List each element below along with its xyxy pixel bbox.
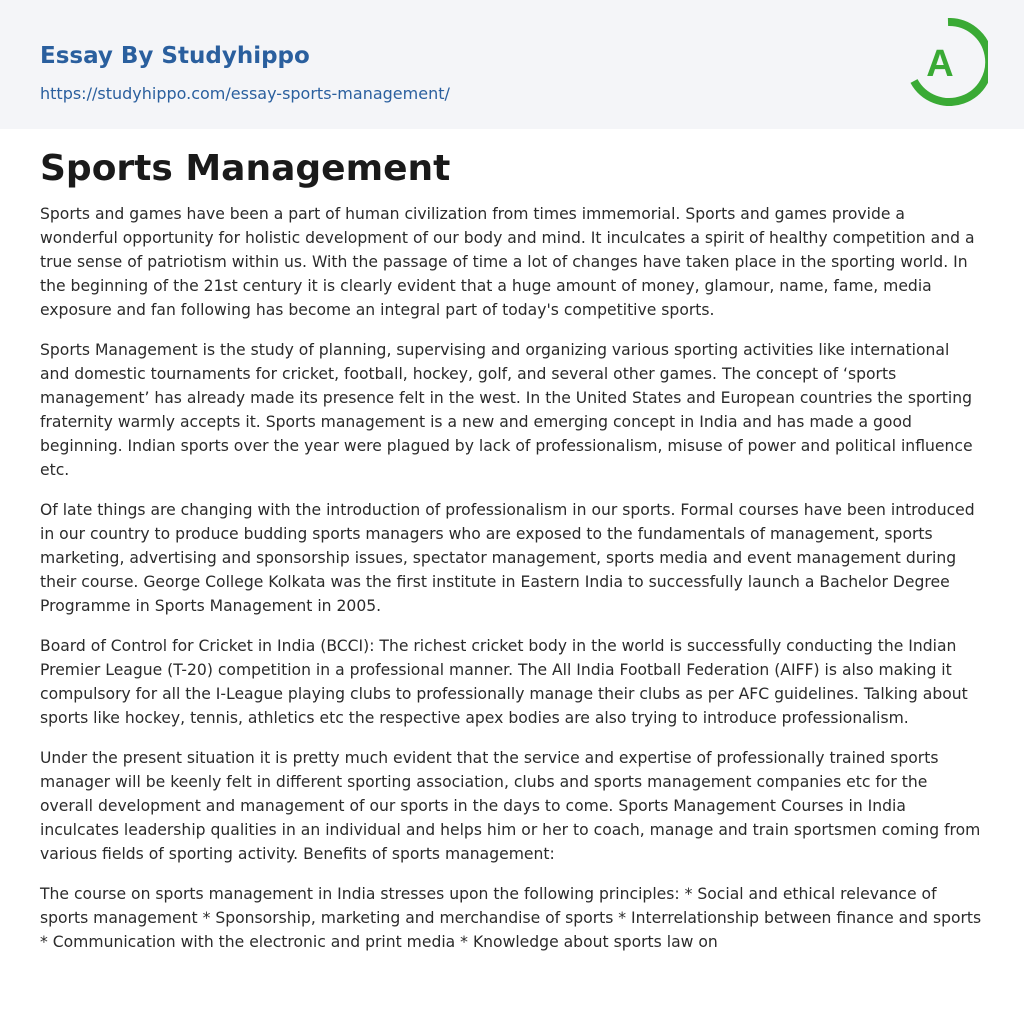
logo-letter: A [926, 43, 954, 85]
essay-paragraph-2: Sports Management is the study of planning, supervising and organizing various sporting activities like international and domestic tournaments for cricket, football, hockey, golf, and several other games. The concept of ‘sports management’ has already made its presence felt in the west. In the United States and European countries the sporting fraternity warmly accepts it. Sports management is a new and emerging concept in India and has made a good beginning. Indian sports over the year were plagued by lack of professionalism, misuse of power and political influence etc. [40, 341, 973, 479]
studyhippo-a-logo-icon [908, 18, 988, 106]
essay-paragraph-1: Sports and games have been a part of human civilization from times immemorial. Sports and games provide a wonderful opportunity for holistic development of our body and mind. It inculcates a spirit of healthy competition and a true sense of patriotism within us. With the passage of time a lot of changes have taken place in the sporting world. In the beginning of the 21st century it is clearly evident that a huge amount of money, glamour, name, fame, media exposure and fan following has become an integral part of today's competitive sports. [40, 205, 975, 319]
essay-url-link[interactable]: https://studyhippo.com/essay-sports-management/ [40, 84, 450, 103]
essay-paragraph-4: Board of Control for Cricket in India (BCCI): The richest cricket body in the world is successfully conducting the Indian Premier League (T-20) competition in a professional manner. The All India Football Federation (AIFF) is also making it compulsory for all the I-League playing clubs to professionally manage their clubs as per AFC guidelines. Talking about sports like hockey, tennis, athletics etc the respective apex bodies are also trying to introduce professionalism. [40, 637, 968, 727]
studyhippo-logo[interactable] [908, 18, 988, 106]
page-title: Sports Management [40, 148, 451, 189]
essay-content [40, 129, 982, 954]
brand-title[interactable]: Essay By Studyhippo [40, 43, 310, 69]
essay-paragraph-6: The course on sports management in India stresses upon the following principles: * Social and ethical relevance of sports management * Sponsorship, marketing and merchandise of sports * Interrelationship between finance and sports * Communication with the electronic and print media * Knowledge about sports law on [40, 885, 982, 951]
essay-paragraph-3: Of late things are changing with the introduction of professionalism in our sports. Formal courses have been introduced in our country to produce budding sports managers who are exposed to the fundamentals of management, sports marketing, advertising and sponsorship issues, spectator management, sports media and event management during their course. George College Kolkata was the first institute in Eastern India to successfully launch a Bachelor Degree Programme in Sports Management in 2005. [40, 501, 975, 615]
essay-paragraph-5: Under the present situation it is pretty much evident that the service and expertise of professionally trained sports manager will be keenly felt in different sporting association, clubs and sports management companies etc for the overall development and management of our sports in the days to come. Sports Management Courses in India inculcates leadership qualities in an individual and helps him or her to coach, manage and train sportsmen coming from various fields of sporting activity. Benefits of sports management: [40, 749, 981, 863]
site-header [0, 0, 1024, 129]
